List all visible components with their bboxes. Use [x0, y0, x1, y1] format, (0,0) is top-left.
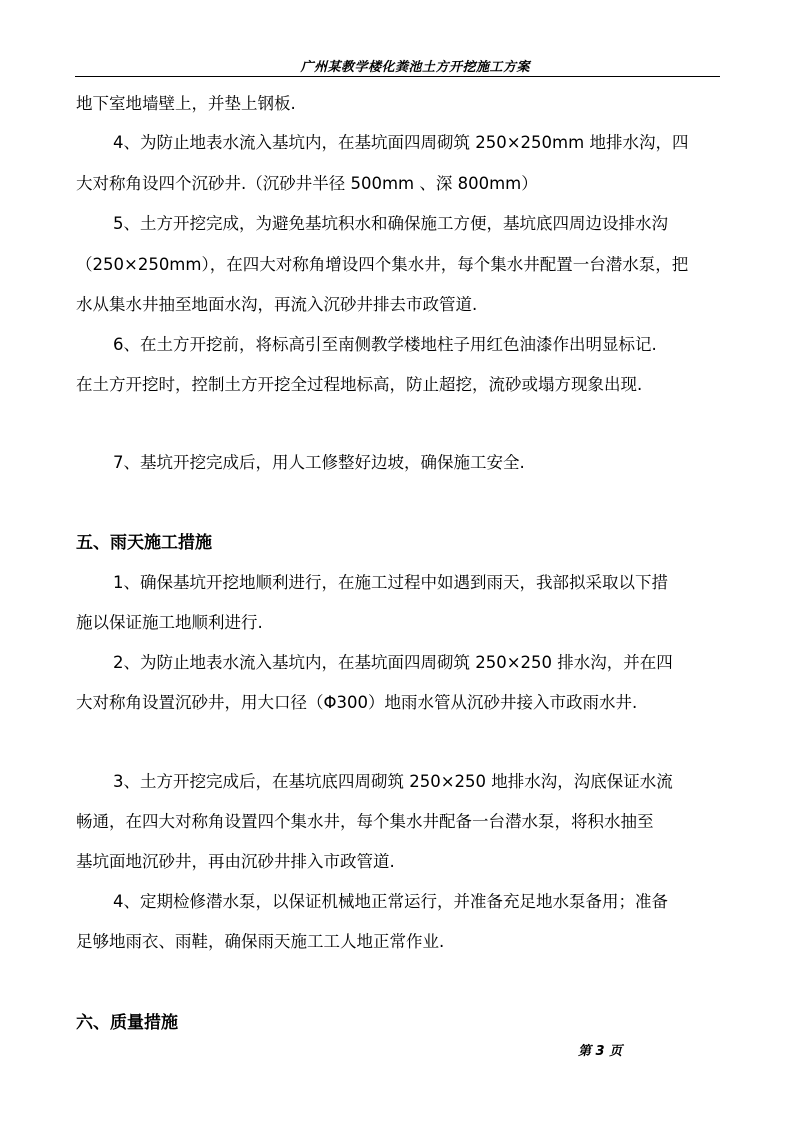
- paragraph-line: 3、土方开挖完成后，在基坑底四周砌筑 250×250 地排水沟，沟底保证水流: [113, 772, 673, 791]
- paragraph-line: 基坑面地沉砂井，再由沉砂井排入市政管道.: [76, 852, 395, 871]
- paragraph-line: 大对称角设置沉砂井，用大口径（Φ300）地雨水管从沉砂井接入市政雨水井.: [76, 693, 638, 712]
- paragraph-line: 足够地雨衣、雨鞋，确保雨天施工工人地正常作业.: [76, 932, 445, 951]
- paragraph-line: 在土方开挖时，控制土方开挖全过程地标高，防止超挖，流砂或塌方现象出现.: [76, 375, 643, 394]
- page-header: [75, 54, 720, 77]
- paragraph-line: 4、为防止地表水流入基坑内，在基坑面四周砌筑 250×250mm 地排水沟，四: [113, 133, 689, 152]
- paragraph-line: 4、定期检修潜水泵，以保证机械地正常运行，并准备充足地水泵备用；准备: [113, 892, 668, 911]
- page-number: 第 3 页: [578, 1044, 623, 1059]
- paragraph-line: 7、基坑开挖完成后，用人工修整好边坡，确保施工安全.: [113, 453, 525, 472]
- section-heading-5: 五、雨天施工措施: [76, 533, 212, 553]
- document-title: 广州某教学楼化粪池土方开挖施工方案: [300, 60, 530, 75]
- paragraph-line: 6、在土方开挖前，将标高引至南侧教学楼地柱子用红色油漆作出明显标记.: [113, 335, 657, 354]
- paragraph-line: 畅通，在四大对称角设置四个集水井，每个集水井配备一台潜水泵，将积水抽至: [76, 812, 654, 831]
- paragraph-line: 5、土方开挖完成，为避免基坑积水和确保施工方便，基坑底四周边设排水沟: [113, 214, 668, 233]
- paragraph-line: 1、确保基坑开挖地顺利进行，在施工过程中如遇到雨天，我部拟采取以下措: [113, 573, 668, 592]
- paragraph-line: 大对称角设四个沉砂井.（沉砂井半径 500mm 、深 800mm）: [76, 174, 538, 193]
- section-heading-6: 六、质量措施: [76, 1013, 178, 1033]
- paragraph-line: 地下室地墙壁上，并垫上钢板.: [76, 94, 296, 113]
- paragraph-line: （250×250mm），在四大对称角增设四个集水井，每个集水井配置一台潜水泵，把: [76, 255, 689, 274]
- paragraph-line: 2、为防止地表水流入基坑内，在基坑面四周砌筑 250×250 排水沟，并在四: [113, 653, 673, 672]
- paragraph-line: 施以保证施工地顺利进行.: [76, 613, 263, 632]
- paragraph-line: 水从集水井抽至地面水沟，再流入沉砂井排去市政管道.: [76, 295, 478, 314]
